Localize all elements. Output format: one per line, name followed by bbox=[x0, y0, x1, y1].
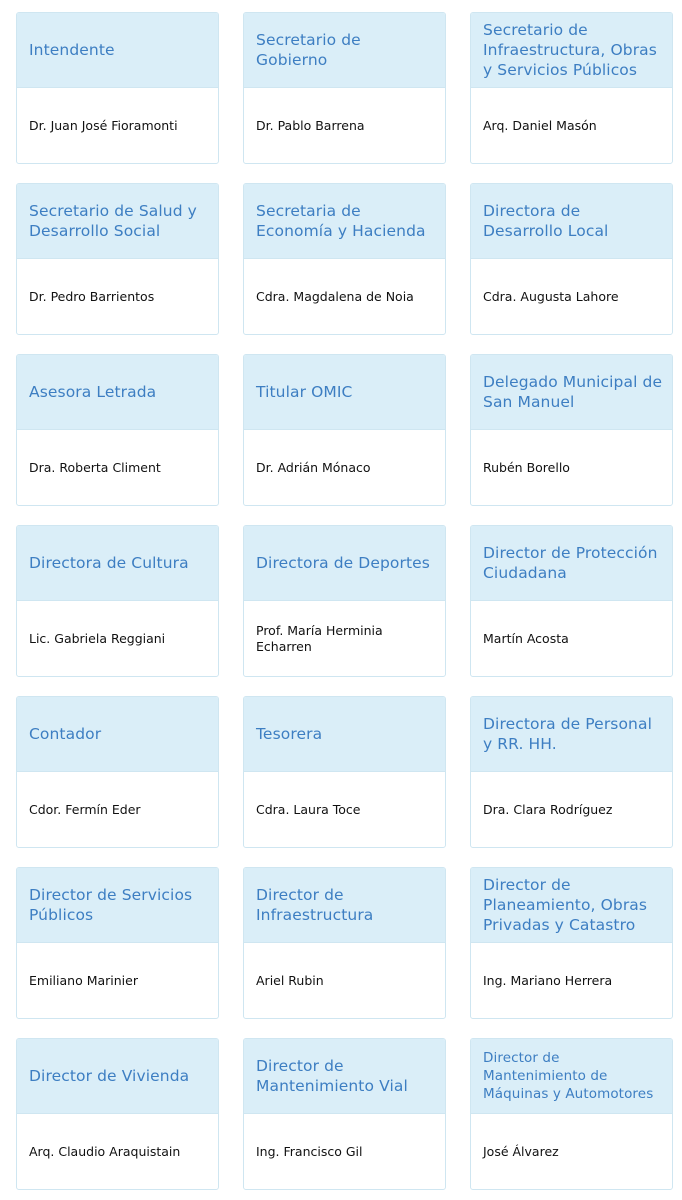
card-body bbox=[471, 772, 672, 847]
position-title: Director de Infraestructura bbox=[256, 886, 374, 924]
official-card-intendente bbox=[16, 12, 219, 164]
position-title: Titular OMIC bbox=[256, 383, 353, 401]
official-name: Dra. Roberta Climent bbox=[29, 459, 161, 475]
official-card-directora-deportes bbox=[243, 525, 446, 677]
officials-grid bbox=[16, 12, 674, 1190]
card-header bbox=[244, 1039, 445, 1114]
card-header bbox=[244, 868, 445, 943]
official-card-director-infraestructura bbox=[243, 867, 446, 1019]
card-header bbox=[244, 13, 445, 88]
official-name: Rubén Borello bbox=[483, 459, 570, 475]
official-name: Dr. Juan José Fioramonti bbox=[29, 117, 178, 133]
card-body bbox=[471, 88, 672, 163]
card-header bbox=[244, 184, 445, 259]
official-name: José Álvarez bbox=[483, 1143, 559, 1159]
card-header bbox=[471, 1039, 672, 1114]
official-card-contador bbox=[16, 696, 219, 848]
official-card-director-mantenimiento-vial bbox=[243, 1038, 446, 1190]
card-header bbox=[244, 526, 445, 601]
official-name: Emiliano Marinier bbox=[29, 972, 138, 988]
official-name: Cdor. Fermín Eder bbox=[29, 801, 141, 817]
card-header bbox=[17, 697, 218, 772]
card-body bbox=[471, 943, 672, 1018]
card-body bbox=[244, 430, 445, 505]
official-card-director-proteccion-ciudadana bbox=[470, 525, 673, 677]
card-header bbox=[17, 184, 218, 259]
official-name: Lic. Gabriela Reggiani bbox=[29, 630, 166, 646]
card-header bbox=[17, 868, 218, 943]
card-body bbox=[471, 1114, 672, 1189]
position-title: Directora de Personal y RR. HH. bbox=[483, 715, 652, 753]
card-body bbox=[471, 430, 672, 505]
position-title: Directora de Cultura bbox=[29, 554, 189, 572]
card-body bbox=[17, 1114, 218, 1189]
card-header bbox=[471, 13, 672, 88]
position-title: Secretario de Infraestructura, Obras y Servicios Públicos bbox=[483, 21, 657, 79]
card-body bbox=[17, 601, 218, 676]
official-card-directora-personal bbox=[470, 696, 673, 848]
position-title: Director de Mantenimiento de Máquinas y Automotores bbox=[483, 1050, 654, 1102]
position-title: Director de Protección Ciudadana bbox=[483, 544, 658, 582]
card-header bbox=[471, 526, 672, 601]
official-card-directora-cultura bbox=[16, 525, 219, 677]
official-name: Ariel Rubin bbox=[256, 972, 324, 988]
card-body bbox=[244, 943, 445, 1018]
official-name: Ing. Francisco Gil bbox=[256, 1143, 363, 1159]
card-body bbox=[17, 943, 218, 1018]
card-header bbox=[471, 697, 672, 772]
card-body bbox=[17, 88, 218, 163]
position-title: Contador bbox=[29, 725, 102, 743]
official-name: Ing. Mariano Herrera bbox=[483, 972, 613, 988]
card-body bbox=[244, 88, 445, 163]
official-name: Cdra. Laura Toce bbox=[256, 801, 361, 817]
official-card-titular-omic bbox=[243, 354, 446, 506]
position-title: Director de Mantenimiento Vial bbox=[256, 1057, 408, 1095]
position-title: Secretaria de Economía y Hacienda bbox=[256, 202, 426, 240]
official-card-secretario-salud bbox=[16, 183, 219, 335]
card-body bbox=[244, 601, 445, 676]
official-card-directora-desarrollo-local bbox=[470, 183, 673, 335]
official-name: Dr. Pedro Barrientos bbox=[29, 288, 155, 304]
official-card-secretario-infraestructura bbox=[470, 12, 673, 164]
official-name: Arq. Daniel Masón bbox=[483, 117, 597, 133]
official-card-director-vivienda bbox=[16, 1038, 219, 1190]
card-header bbox=[17, 526, 218, 601]
position-title: Secretario de Salud y Desarrollo Social bbox=[29, 202, 197, 240]
official-card-asesora-letrada bbox=[16, 354, 219, 506]
card-header bbox=[244, 355, 445, 430]
official-card-tesorera bbox=[243, 696, 446, 848]
position-title: Directora de Deportes bbox=[256, 554, 430, 572]
card-header bbox=[471, 868, 672, 943]
card-header bbox=[471, 355, 672, 430]
position-title: Asesora Letrada bbox=[29, 383, 157, 401]
position-title: Tesorera bbox=[256, 725, 323, 743]
card-body bbox=[471, 601, 672, 676]
card-header bbox=[17, 1039, 218, 1114]
official-card-director-mantenimiento-maquinas bbox=[470, 1038, 673, 1190]
card-header bbox=[17, 13, 218, 88]
card-header bbox=[244, 697, 445, 772]
official-name: Martín Acosta bbox=[483, 630, 569, 646]
official-name: Dra. Clara Rodríguez bbox=[483, 801, 613, 817]
official-card-director-planeamiento bbox=[470, 867, 673, 1019]
official-card-secretario-gobierno bbox=[243, 12, 446, 164]
official-card-secretaria-economia bbox=[243, 183, 446, 335]
position-title: Directora de Desarrollo Local bbox=[483, 202, 609, 240]
card-body bbox=[17, 772, 218, 847]
card-header bbox=[471, 184, 672, 259]
card-body bbox=[244, 772, 445, 847]
official-name: Dr. Pablo Barrena bbox=[256, 117, 365, 133]
card-header bbox=[17, 355, 218, 430]
position-title: Delegado Municipal de San Manuel bbox=[483, 373, 663, 411]
position-title: Secretario de Gobierno bbox=[256, 31, 361, 69]
position-title: Director de Servicios Públicos bbox=[29, 886, 193, 924]
card-body bbox=[244, 1114, 445, 1189]
official-card-director-servicios-publicos bbox=[16, 867, 219, 1019]
official-name: Dr. Adrián Mónaco bbox=[256, 459, 371, 475]
card-body bbox=[244, 259, 445, 334]
position-title: Director de Planeamiento, Obras Privadas y Catastro bbox=[483, 876, 648, 934]
official-name: Cdra. Augusta Lahore bbox=[483, 288, 619, 304]
position-title: Director de Vivienda bbox=[29, 1067, 190, 1085]
card-body bbox=[17, 259, 218, 334]
card-body bbox=[17, 430, 218, 505]
card-body bbox=[471, 259, 672, 334]
official-name: Cdra. Magdalena de Noia bbox=[256, 288, 414, 304]
position-title: Intendente bbox=[29, 41, 115, 59]
official-name: Arq. Claudio Araquistain bbox=[29, 1143, 181, 1159]
official-name: Prof. María Herminia Echarren bbox=[256, 622, 383, 654]
official-card-delegado-san-manuel bbox=[470, 354, 673, 506]
